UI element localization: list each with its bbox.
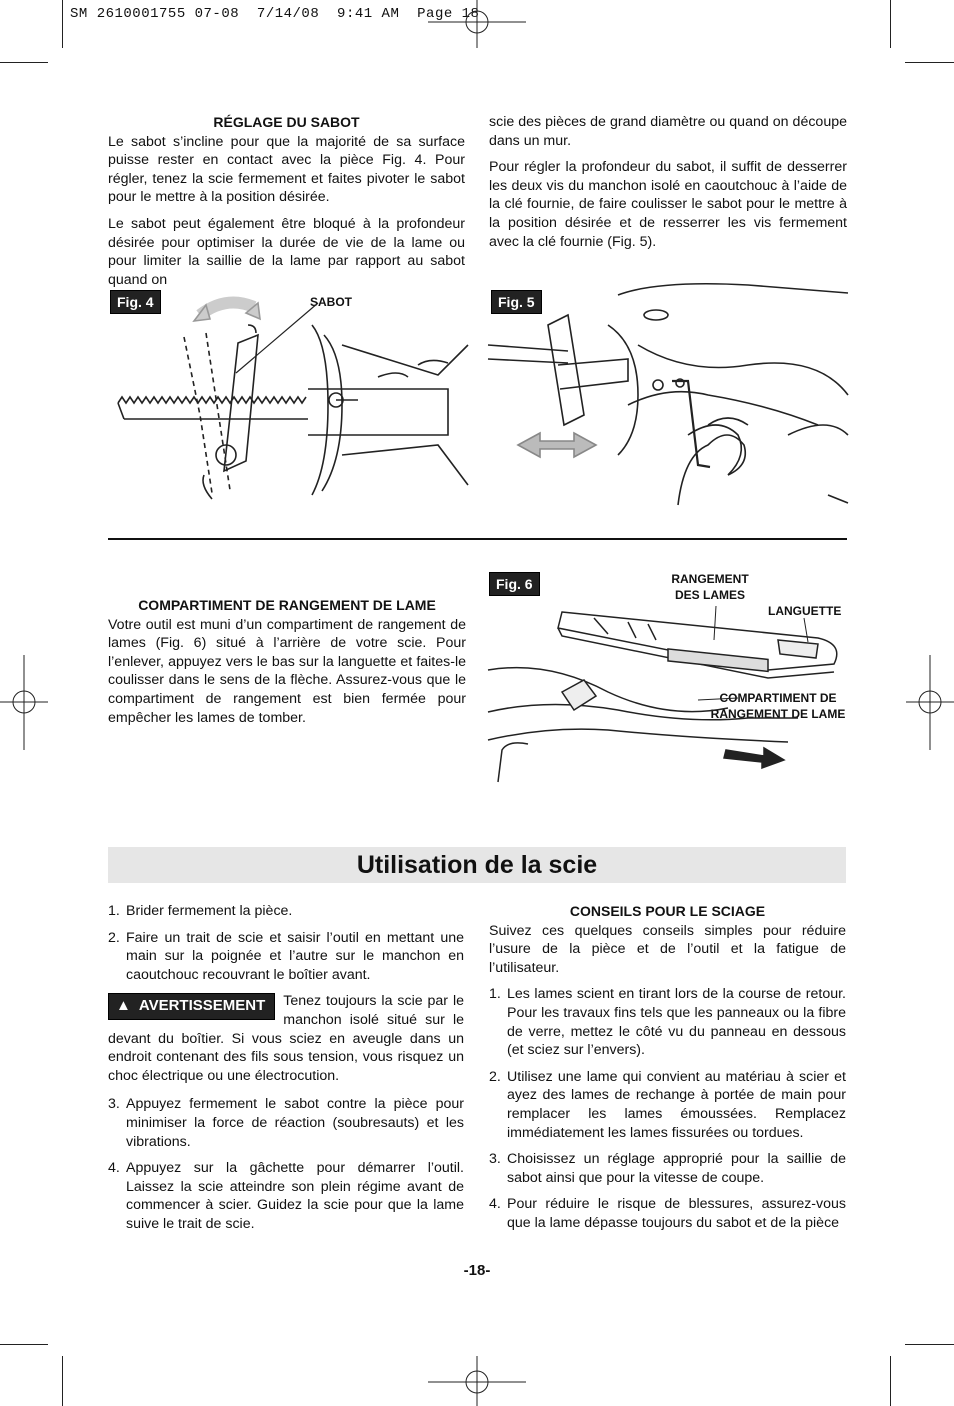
section-divider (108, 538, 847, 540)
usage-steps (108, 902, 464, 1242)
warning-badge (108, 993, 275, 1020)
item-number: 4. (489, 1196, 501, 1213)
paragraph: Suivez ces quelques conseils simples pour réduire l’usure de la pièce et de l’outil et la fatigue de l’utilisateur. (489, 922, 846, 976)
item-number: 4. (108, 1160, 120, 1177)
sabot-adjust-section (108, 113, 465, 297)
item-text: Brider fermement la pièce. (126, 903, 293, 919)
item-number: 2. (489, 1068, 501, 1085)
item-text: Utilisez une lame qui convient au matériau à scier et ayez des lames de rechange à portée de main pour remplacer les lames émoussées. Remplacez immédiatement les lames fissurées ou tordues. (507, 1068, 846, 1141)
paragraph: Le sabot peut également être bloqué à la profondeur désirée pour optimiser la durée de vie de la lame ou pour limiter la saillie de la lame par rapport au sabot quand on (108, 215, 465, 288)
item-text: Les lames scient en tirant lors de la course de retour. Pour les travaux fins tels que les panneaux ou la fibre de verre, mettez le côté vu du panneau en dessous (et sciez sur l’envers). (507, 986, 846, 1059)
steps-list-continued (108, 1095, 464, 1233)
section-heading: RÉGLAGE DU SABOT (213, 114, 360, 130)
item-number: 3. (489, 1151, 501, 1168)
item-text: Appuyez sur la gâchette pour démarrer l’outil. Laissez la scie atteindre son plein régime avant de commencer à scier. Guidez la scie pour que la lame suive le trait de scie. (126, 1160, 464, 1232)
list-item (489, 1195, 846, 1232)
item-text: Choisissez un réglage approprié pour la saillie de sabot ainsi que pour la vitesse de coupe. (507, 1151, 846, 1186)
item-number: 1. (489, 986, 501, 1003)
warning-block (108, 992, 464, 1085)
list-item (108, 1159, 464, 1233)
label-compartiment: COMPARTIMENT DE RANGEMENT DE LAME (710, 691, 846, 721)
item-text: Pour réduire le risque de blessures, assurez-vous que la lame dépasse toujours du sabot et de la pièce (507, 1196, 846, 1231)
tips-list (489, 985, 846, 1232)
fig-5-tag: Fig. 5 (491, 290, 542, 314)
label-languette: LANGUETTE (768, 604, 842, 618)
list-item (489, 985, 846, 1059)
list-item (108, 1095, 464, 1151)
item-number: 2. (108, 929, 120, 946)
label-rangement-lames: RANGEMENT DES LAMES (671, 572, 749, 602)
list-item (108, 902, 464, 921)
fig-6-tag: Fig. 6 (489, 572, 540, 596)
section-heading: COMPARTIMENT DE RANGEMENT DE LAME (138, 597, 436, 613)
section-title: Utilisation de la scie (108, 847, 846, 883)
warning-label: AVERTISSEMENT (138, 997, 266, 1015)
paragraph: Votre outil est muni d’un compartiment de rangement de lames (Fig. 6) situé à l’arrière de votre scie. Pour l’enlever, appuyez vers le bas sur la languette et faites-le coulisser dans le sens de la flèche. Assurez-vous que le compartiment de rangement est bien fermée pour empêcher les lames de tomber. (108, 616, 466, 726)
fig-4-tag: Fig. 4 (110, 290, 161, 314)
sabot-depth-section (489, 113, 847, 259)
section-heading: CONSEILS POUR LE SCIAGE (569, 903, 766, 919)
print-slug: SM 2610001755 07-08 7/14/08 9:41 AM Page 18 (70, 6, 480, 22)
paragraph: scie des pièces de grand diamètre ou quand on découpe dans un mur. (489, 114, 847, 149)
list-item (108, 929, 464, 985)
paragraph: Pour régler la profondeur du sabot, il suffit de desserrer les deux vis du manchon isolé en caoutchouc à l’aide de la clé fournie, de faire coulisser le sabot pour le mettre à la position désirée et de resserrer les vis fermement avec la clé fournie (Fig. 5). (489, 159, 847, 250)
item-number: 3. (108, 1096, 120, 1113)
fig-5-illustration (488, 285, 848, 515)
item-text: Appuyez fermement le sabot contre la pièce pour minimiser la force de réaction (soubresauts) et les vibrations. (126, 1096, 464, 1150)
item-number: 1. (108, 903, 120, 919)
label-sabot: SABOT (310, 295, 352, 309)
warning-icon: ▲ (116, 997, 131, 1015)
fig-4-illustration (108, 285, 468, 515)
page-number: -18- (463, 1262, 491, 1279)
warning-text: Tenez toujours la scie par le manchon isolé situé sur le devant du boîtier. Si vous sciez en aveugle dans un endroit contenant des fils sous tension, vous risquez un choc électrique ou une électrocution. (108, 993, 464, 1084)
item-text: Faire un trait de scie et saisir l’outil en mettant une main sur la poignée et l’autre sur le manchon en caoutchouc recouvrant le boîtier avant. (126, 929, 464, 983)
cutting-tips (489, 902, 846, 1241)
list-item (489, 1150, 846, 1187)
paragraph: Le sabot s’incline pour que la majorité de sa surface puisse rester en contact avec la pièce Fig. 4. Pour régler, tenez la scie fermement et faites pivoter le sabot pour le mettre à la position désirée. (108, 133, 465, 206)
storage-section (108, 596, 466, 735)
steps-list (108, 902, 464, 984)
fig-6-illustration (488, 600, 848, 785)
list-item (489, 1068, 846, 1142)
